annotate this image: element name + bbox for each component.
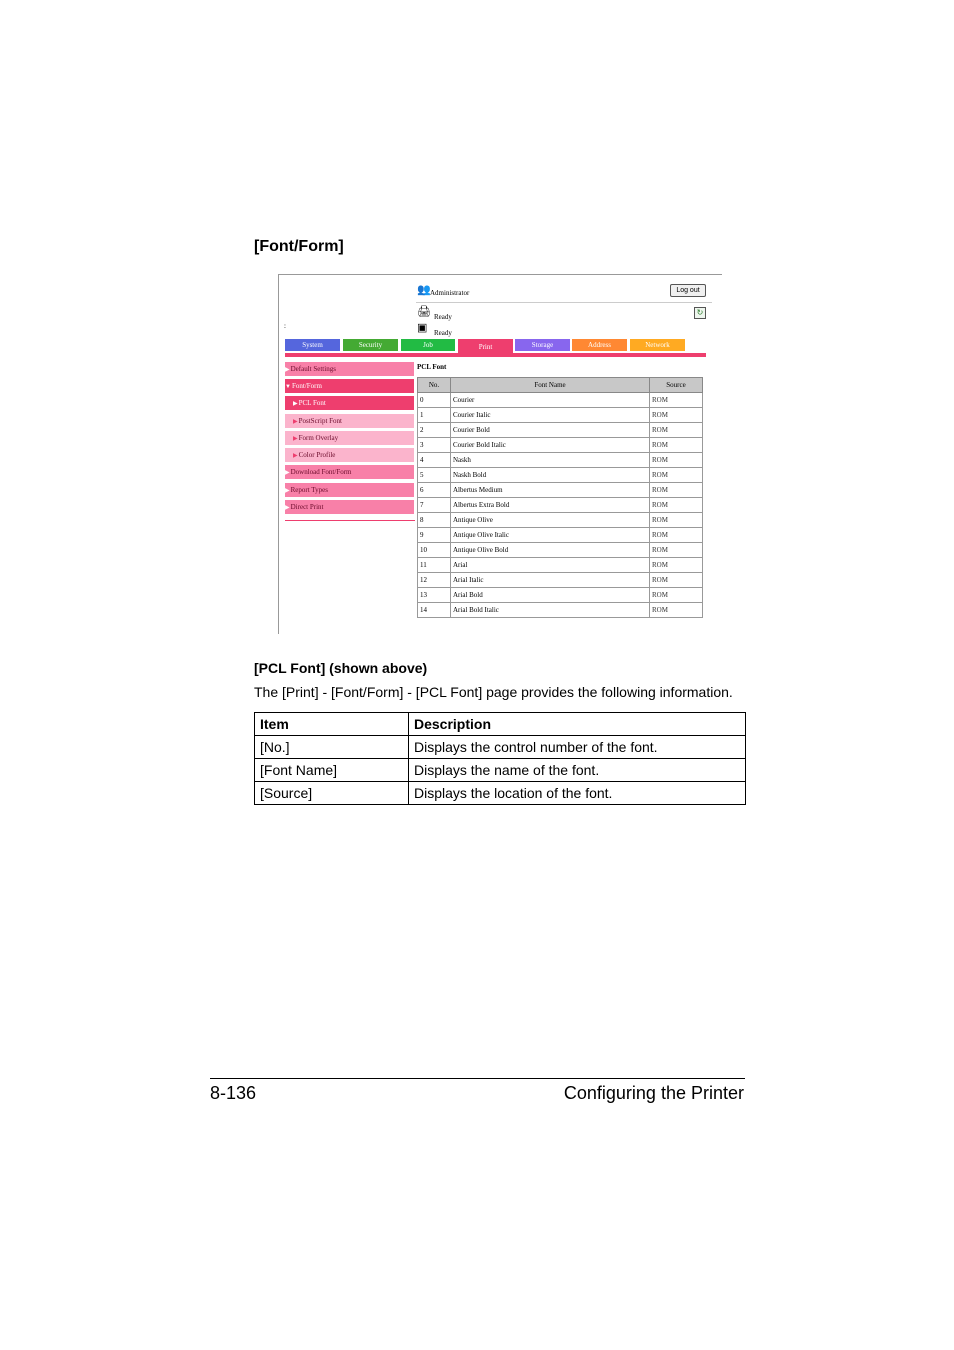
no-cell: 13 xyxy=(418,588,451,603)
no-cell: 10 xyxy=(418,543,451,558)
status-dot: : xyxy=(284,322,286,330)
page-number: 8-136 xyxy=(210,1083,257,1103)
source-cell: ROM xyxy=(650,468,703,483)
tab-storage[interactable]: Storage xyxy=(515,339,570,351)
item-cell: [No.] xyxy=(255,736,409,759)
nav-label: Default Settings xyxy=(290,365,336,373)
source-cell: ROM xyxy=(650,483,703,498)
font-name-cell: Arial Italic xyxy=(451,573,650,588)
no-cell: 0 xyxy=(418,393,451,408)
nav-label: Color Profile xyxy=(298,451,336,459)
source-cell: ROM xyxy=(650,513,703,528)
font-name-cell: Courier Bold xyxy=(451,423,650,438)
table-row xyxy=(255,759,746,782)
nav-pcl-font[interactable]: ▶PCL Font xyxy=(285,396,414,410)
font-name-cell: Courier Italic xyxy=(451,408,650,423)
nav-label: Download Font/Form xyxy=(290,468,352,476)
frame-top-border xyxy=(278,274,722,275)
col-font-name-header: Font Name xyxy=(451,378,650,393)
logout-button[interactable]: Log out xyxy=(670,284,706,297)
source-cell: ROM xyxy=(650,573,703,588)
font-table-row xyxy=(418,498,703,513)
source-cell: ROM xyxy=(650,498,703,513)
no-cell: 9 xyxy=(418,528,451,543)
source-cell: ROM xyxy=(650,408,703,423)
source-cell: ROM xyxy=(650,588,703,603)
description: The [Print] - [Font/Form] - [PCL Font] page provides the following information. xyxy=(254,684,733,700)
font-name-cell: Albertus Extra Bold xyxy=(451,498,650,513)
nav-direct-print[interactable]: ▶Direct Print xyxy=(285,500,414,514)
font-table-row xyxy=(418,588,703,603)
font-name-cell: Antique Olive xyxy=(451,513,650,528)
table-row xyxy=(255,736,746,759)
admin-label: Administrator xyxy=(430,289,470,297)
nav-label: Font/Form xyxy=(291,382,322,390)
nav-label: PostScript Font xyxy=(298,417,342,425)
tab-job[interactable]: Job xyxy=(401,339,455,351)
nav-label: PCL Font xyxy=(298,399,326,407)
nav-postscript-font[interactable]: ▶PostScript Font xyxy=(285,414,414,428)
font-table-row xyxy=(418,453,703,468)
no-cell: 7 xyxy=(418,498,451,513)
panel-title: PCL Font xyxy=(417,363,447,371)
source-cell: ROM xyxy=(650,393,703,408)
font-table-row xyxy=(418,423,703,438)
font-table xyxy=(417,377,703,618)
header-separator xyxy=(416,302,712,303)
font-name-cell: Naskh Bold xyxy=(451,468,650,483)
web-ui-screenshot xyxy=(278,274,722,634)
tab-print[interactable]: Print xyxy=(458,339,513,354)
col-no-header: No. xyxy=(418,378,451,393)
font-name-cell: Courier Bold Italic xyxy=(451,438,650,453)
no-cell: 6 xyxy=(418,483,451,498)
source-cell: ROM xyxy=(650,438,703,453)
description-cell: Displays the location of the font. xyxy=(409,782,746,805)
font-table-row xyxy=(418,603,703,618)
nav-font-form[interactable]: ▼Font/Form xyxy=(285,379,414,393)
col-source-header: Source xyxy=(650,378,703,393)
item-cell: [Source] xyxy=(255,782,409,805)
toner-status: Ready xyxy=(434,329,452,337)
nav-download-font-form[interactable]: ▶Download Font/Form xyxy=(285,465,414,479)
toner-icon: ▣ xyxy=(417,322,428,334)
font-name-cell: Arial Bold xyxy=(451,588,650,603)
font-name-cell: Antique Olive Bold xyxy=(451,543,650,558)
nav-label: Report Types xyxy=(290,486,328,494)
item-header: Item xyxy=(255,713,409,736)
font-table-row xyxy=(418,408,703,423)
tab-system[interactable]: System xyxy=(285,339,340,351)
no-cell: 8 xyxy=(418,513,451,528)
description-cell: Displays the control number of the font. xyxy=(409,736,746,759)
font-table-row xyxy=(418,468,703,483)
source-cell: ROM xyxy=(650,558,703,573)
nav-label: Form Overlay xyxy=(298,434,339,442)
no-cell: 2 xyxy=(418,423,451,438)
tab-network[interactable]: Network xyxy=(630,339,685,351)
font-table-row xyxy=(418,483,703,498)
admin-icon: 👥 xyxy=(417,284,431,296)
nav-report-types[interactable]: ▶Report Types xyxy=(285,483,414,497)
no-cell: 4 xyxy=(418,453,451,468)
no-cell: 5 xyxy=(418,468,451,483)
nav-default-settings[interactable]: ▶Default Settings xyxy=(285,362,414,376)
source-cell: ROM xyxy=(650,453,703,468)
font-name-cell: Courier xyxy=(451,393,650,408)
font-name-cell: Naskh xyxy=(451,453,650,468)
font-name-cell: Arial xyxy=(451,558,650,573)
nav-color-profile[interactable]: ▶Color Profile xyxy=(285,448,414,462)
font-table-row xyxy=(418,438,703,453)
font-name-cell: Arial Bold Italic xyxy=(451,603,650,618)
tab-address[interactable]: Address xyxy=(572,339,627,351)
description-header: Description xyxy=(409,713,746,736)
source-cell: ROM xyxy=(650,603,703,618)
nav-form-overlay[interactable]: ▶Form Overlay xyxy=(285,431,414,445)
tab-underline xyxy=(285,353,706,357)
section-heading: [Font/Form] xyxy=(254,238,344,255)
no-cell: 12 xyxy=(418,573,451,588)
no-cell: 1 xyxy=(418,408,451,423)
no-cell: 14 xyxy=(418,603,451,618)
font-table-row xyxy=(418,558,703,573)
font-name-cell: Antique Olive Italic xyxy=(451,528,650,543)
item-cell: [Font Name] xyxy=(255,759,409,782)
no-cell: 3 xyxy=(418,438,451,453)
table-row xyxy=(255,782,746,805)
font-table-row xyxy=(418,543,703,558)
printer-icon: 🖨 xyxy=(417,306,431,318)
source-cell: ROM xyxy=(650,528,703,543)
nav-bottom-line xyxy=(285,520,415,521)
tab-security[interactable]: Security xyxy=(343,339,398,351)
description-table xyxy=(254,712,746,805)
description-cell: Displays the name of the font. xyxy=(409,759,746,782)
printer-status: Ready xyxy=(434,313,452,321)
footer-rule xyxy=(210,1078,745,1079)
source-cell: ROM xyxy=(650,543,703,558)
no-cell: 11 xyxy=(418,558,451,573)
refresh-icon[interactable]: ↻ xyxy=(694,307,706,319)
chapter-title: Configuring the Printer xyxy=(563,1083,744,1103)
frame-left-border xyxy=(278,274,279,634)
font-table-row xyxy=(418,393,703,408)
font-table-row xyxy=(418,528,703,543)
font-name-cell: Albertus Medium xyxy=(451,483,650,498)
source-cell: ROM xyxy=(650,423,703,438)
nav-label: Direct Print xyxy=(290,503,324,511)
caption: [PCL Font] (shown above) xyxy=(254,660,428,676)
font-table-row xyxy=(418,573,703,588)
font-table-row xyxy=(418,513,703,528)
